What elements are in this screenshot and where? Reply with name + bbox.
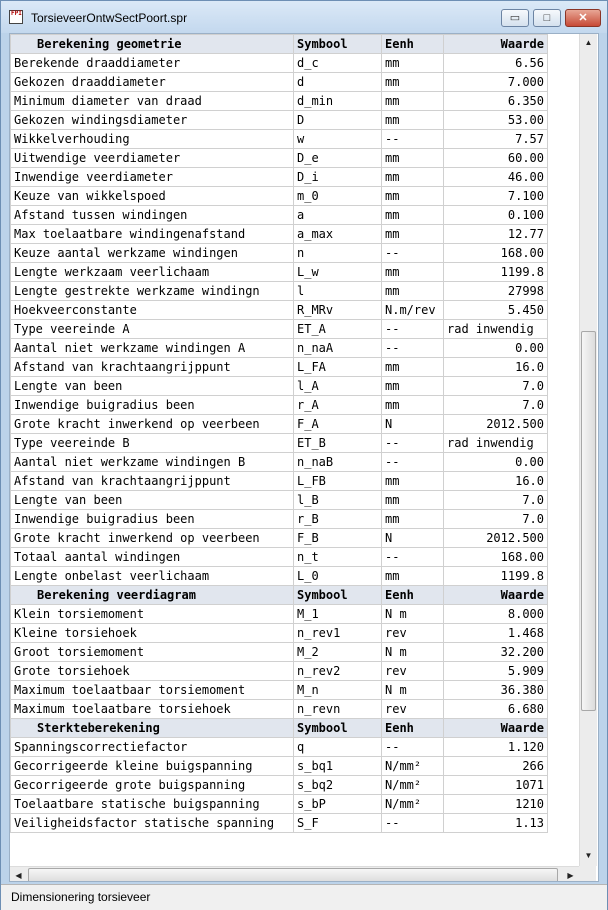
- value-cell[interactable]: rad inwendig: [444, 320, 548, 339]
- table-row: [11, 149, 548, 168]
- parameter-name-cell[interactable]: Inwendige veerdiameter: [11, 168, 294, 187]
- table-row: [11, 396, 548, 415]
- unit-cell[interactable]: mm: [382, 73, 444, 92]
- table-row: [11, 700, 548, 719]
- table-row: [11, 491, 548, 510]
- value-cell[interactable]: 1199.8: [444, 567, 548, 586]
- table-row: [11, 225, 548, 244]
- parameter-name-cell[interactable]: Grote kracht inwerkend op veerbeen: [11, 415, 294, 434]
- status-text: Dimensionering torsieveer: [11, 890, 151, 904]
- column-header-symbol[interactable]: Symbool: [294, 719, 382, 738]
- unit-cell[interactable]: N/mm²: [382, 757, 444, 776]
- column-header-unit[interactable]: Eenh: [382, 719, 444, 738]
- unit-cell[interactable]: mm: [382, 92, 444, 111]
- value-cell[interactable]: 32.200: [444, 643, 548, 662]
- unit-cell[interactable]: --: [382, 434, 444, 453]
- value-cell[interactable]: 0.00: [444, 453, 548, 472]
- value-cell[interactable]: 60.00: [444, 149, 548, 168]
- unit-cell[interactable]: rev: [382, 624, 444, 643]
- symbol-cell[interactable]: R_MRv: [294, 301, 382, 320]
- unit-cell[interactable]: --: [382, 548, 444, 567]
- value-cell[interactable]: 7.000: [444, 73, 548, 92]
- horizontal-scrollbar[interactable]: [10, 866, 579, 882]
- symbol-cell[interactable]: ET_B: [294, 434, 382, 453]
- table-row: [11, 339, 548, 358]
- value-cell[interactable]: 7.57: [444, 130, 548, 149]
- column-header-value[interactable]: Waarde: [444, 719, 548, 738]
- table-row: [11, 795, 548, 814]
- value-cell[interactable]: rad inwendig: [444, 434, 548, 453]
- parameter-name-cell[interactable]: Type veereinde A: [11, 320, 294, 339]
- parameter-name-cell[interactable]: Gecorrigeerde grote buigspanning: [11, 776, 294, 795]
- value-cell[interactable]: 27998: [444, 282, 548, 301]
- parameter-name-cell[interactable]: Lengte van been: [11, 491, 294, 510]
- table-row: [11, 814, 548, 833]
- parameter-name-cell[interactable]: Keuze aantal werkzame windingen: [11, 244, 294, 263]
- section-header-row: [11, 35, 548, 54]
- vertical-scrollbar[interactable]: [579, 34, 597, 866]
- section-title[interactable]: Berekening geometrie: [11, 35, 294, 54]
- symbol-cell[interactable]: a_max: [294, 225, 382, 244]
- unit-cell[interactable]: mm: [382, 206, 444, 225]
- table-row: [11, 282, 548, 301]
- value-cell[interactable]: 0.100: [444, 206, 548, 225]
- window-title: TorsieveerOntwSectPoort.spr: [31, 11, 188, 25]
- parameter-name-cell[interactable]: Lengte onbelast veerlichaam: [11, 567, 294, 586]
- parameter-name-cell[interactable]: Totaal aantal windingen: [11, 548, 294, 567]
- table-row: [11, 92, 548, 111]
- table-row: [11, 111, 548, 130]
- parameter-name-cell[interactable]: Aantal niet werkzame windingen A: [11, 339, 294, 358]
- parameter-name-cell[interactable]: Minimum diameter van draad: [11, 92, 294, 111]
- symbol-cell[interactable]: ET_A: [294, 320, 382, 339]
- column-header-value[interactable]: Waarde: [444, 586, 548, 605]
- table-row: [11, 624, 548, 643]
- unit-cell[interactable]: --: [382, 738, 444, 757]
- value-cell[interactable]: 168.00: [444, 244, 548, 263]
- maximize-button[interactable]: □: [533, 9, 561, 27]
- parameter-name-cell[interactable]: Berekende draaddiameter: [11, 54, 294, 73]
- parameter-name-cell[interactable]: Hoekveerconstante: [11, 301, 294, 320]
- parameter-name-cell[interactable]: Groot torsiemoment: [11, 643, 294, 662]
- table-row: [11, 415, 548, 434]
- scroll-up-arrow-icon[interactable]: ▲: [584, 38, 593, 47]
- symbol-cell[interactable]: n_revn: [294, 700, 382, 719]
- symbol-cell[interactable]: w: [294, 130, 382, 149]
- parameter-name-cell[interactable]: Inwendige buigradius been: [11, 396, 294, 415]
- unit-cell[interactable]: mm: [382, 472, 444, 491]
- value-cell[interactable]: 1.120: [444, 738, 548, 757]
- value-cell[interactable]: 1199.8: [444, 263, 548, 282]
- value-cell[interactable]: 1071: [444, 776, 548, 795]
- symbol-cell[interactable]: L_0: [294, 567, 382, 586]
- scroll-right-arrow-icon[interactable]: ▶: [567, 871, 574, 880]
- parameter-name-cell[interactable]: Veiligheidsfactor statische spanning: [11, 814, 294, 833]
- symbol-cell[interactable]: n_naB: [294, 453, 382, 472]
- unit-cell[interactable]: mm: [382, 510, 444, 529]
- unit-cell[interactable]: mm: [382, 491, 444, 510]
- horizontal-scroll-thumb[interactable]: [28, 868, 558, 882]
- section-header-row: [11, 586, 548, 605]
- unit-cell[interactable]: mm: [382, 282, 444, 301]
- parameter-name-cell[interactable]: Toelaatbare statische buigspanning: [11, 795, 294, 814]
- symbol-cell[interactable]: D_i: [294, 168, 382, 187]
- scrollbar-corner: [579, 866, 596, 882]
- column-header-symbol[interactable]: Symbool: [294, 35, 382, 54]
- table-row: [11, 776, 548, 795]
- table-row: [11, 548, 548, 567]
- vertical-scroll-thumb[interactable]: [581, 331, 596, 711]
- parameter-name-cell[interactable]: Lengte werkzaam veerlichaam: [11, 263, 294, 282]
- table-row: [11, 757, 548, 776]
- symbol-cell[interactable]: n: [294, 244, 382, 263]
- value-cell[interactable]: 6.680: [444, 700, 548, 719]
- parameter-name-cell[interactable]: Afstand tussen windingen: [11, 206, 294, 225]
- unit-cell[interactable]: mm: [382, 377, 444, 396]
- symbol-cell[interactable]: D_e: [294, 149, 382, 168]
- parameter-name-cell[interactable]: Grote torsiehoek: [11, 662, 294, 681]
- unit-cell[interactable]: --: [382, 320, 444, 339]
- calculation-table: [10, 34, 548, 833]
- unit-cell[interactable]: N: [382, 529, 444, 548]
- unit-cell[interactable]: N m: [382, 681, 444, 700]
- value-cell[interactable]: 6.350: [444, 92, 548, 111]
- symbol-cell[interactable]: r_B: [294, 510, 382, 529]
- table-row: [11, 301, 548, 320]
- unit-cell[interactable]: mm: [382, 168, 444, 187]
- table-row: [11, 510, 548, 529]
- unit-cell[interactable]: rev: [382, 700, 444, 719]
- table-row: [11, 605, 548, 624]
- symbol-cell[interactable]: m_0: [294, 187, 382, 206]
- value-cell[interactable]: 1.13: [444, 814, 548, 833]
- unit-cell[interactable]: N m: [382, 605, 444, 624]
- symbol-cell[interactable]: a: [294, 206, 382, 225]
- unit-cell[interactable]: N.m/rev: [382, 301, 444, 320]
- parameter-name-cell[interactable]: Max toelaatbare windingenafstand: [11, 225, 294, 244]
- unit-cell[interactable]: rev: [382, 662, 444, 681]
- section-title[interactable]: Berekening veerdiagram: [11, 586, 294, 605]
- table-row: [11, 567, 548, 586]
- column-header-value[interactable]: Waarde: [444, 35, 548, 54]
- symbol-cell[interactable]: s_bq2: [294, 776, 382, 795]
- minimize-button[interactable]: ▭: [501, 9, 529, 27]
- unit-cell[interactable]: N m: [382, 643, 444, 662]
- symbol-cell[interactable]: r_A: [294, 396, 382, 415]
- value-cell[interactable]: 7.100: [444, 187, 548, 206]
- table-row: [11, 358, 548, 377]
- value-cell[interactable]: 46.00: [444, 168, 548, 187]
- symbol-cell[interactable]: M_n: [294, 681, 382, 700]
- table-row: [11, 434, 548, 453]
- unit-cell[interactable]: mm: [382, 567, 444, 586]
- symbol-cell[interactable]: s_bq1: [294, 757, 382, 776]
- value-cell[interactable]: 1.468: [444, 624, 548, 643]
- value-cell[interactable]: 16.0: [444, 472, 548, 491]
- column-header-symbol[interactable]: Symbool: [294, 586, 382, 605]
- table-row: [11, 73, 548, 92]
- parameter-name-cell[interactable]: Maximum toelaatbaar torsiemoment: [11, 681, 294, 700]
- table-row: [11, 377, 548, 396]
- parameter-name-cell[interactable]: Gekozen draaddiameter: [11, 73, 294, 92]
- symbol-cell[interactable]: d_c: [294, 54, 382, 73]
- table-row: [11, 320, 548, 339]
- table-row: [11, 662, 548, 681]
- table-row: [11, 130, 548, 149]
- parameter-name-cell[interactable]: Maximum toelaatbare torsiehoek: [11, 700, 294, 719]
- value-cell[interactable]: 12.77: [444, 225, 548, 244]
- value-cell[interactable]: 8.000: [444, 605, 548, 624]
- unit-cell[interactable]: --: [382, 244, 444, 263]
- table-row: [11, 738, 548, 757]
- unit-cell[interactable]: mm: [382, 54, 444, 73]
- parameter-name-cell[interactable]: Uitwendige veerdiameter: [11, 149, 294, 168]
- value-cell[interactable]: 5.450: [444, 301, 548, 320]
- symbol-cell[interactable]: s_bP: [294, 795, 382, 814]
- symbol-cell[interactable]: d: [294, 73, 382, 92]
- column-header-unit[interactable]: Eenh: [382, 35, 444, 54]
- value-cell[interactable]: 1210: [444, 795, 548, 814]
- unit-cell[interactable]: --: [382, 453, 444, 472]
- parameter-name-cell[interactable]: Spanningscorrectiefactor: [11, 738, 294, 757]
- app-icon[interactable]: FPI: [9, 10, 23, 24]
- section-title[interactable]: Sterkteberekening: [11, 719, 294, 738]
- symbol-cell[interactable]: D: [294, 111, 382, 130]
- value-cell[interactable]: 7.0: [444, 491, 548, 510]
- unit-cell[interactable]: N: [382, 415, 444, 434]
- value-cell[interactable]: 7.0: [444, 510, 548, 529]
- unit-cell[interactable]: --: [382, 814, 444, 833]
- parameter-name-cell[interactable]: Wikkelverhouding: [11, 130, 294, 149]
- unit-cell[interactable]: N/mm²: [382, 795, 444, 814]
- table-row: [11, 472, 548, 491]
- table-row: [11, 244, 548, 263]
- value-cell[interactable]: 7.0: [444, 396, 548, 415]
- unit-cell[interactable]: --: [382, 339, 444, 358]
- value-cell[interactable]: 2012.500: [444, 415, 548, 434]
- unit-cell[interactable]: mm: [382, 111, 444, 130]
- title-bar[interactable]: [1, 1, 607, 33]
- parameter-name-cell[interactable]: Kleine torsiehoek: [11, 624, 294, 643]
- unit-cell[interactable]: --: [382, 130, 444, 149]
- parameter-name-cell[interactable]: Keuze van wikkelspoed: [11, 187, 294, 206]
- value-cell[interactable]: 168.00: [444, 548, 548, 567]
- status-bar: [1, 884, 607, 910]
- unit-cell[interactable]: mm: [382, 396, 444, 415]
- symbol-cell[interactable]: L_w: [294, 263, 382, 282]
- spreadsheet-area: [9, 33, 599, 882]
- value-cell[interactable]: 53.00: [444, 111, 548, 130]
- symbol-cell[interactable]: L_FA: [294, 358, 382, 377]
- symbol-cell[interactable]: n_rev1: [294, 624, 382, 643]
- unit-cell[interactable]: mm: [382, 225, 444, 244]
- parameter-name-cell[interactable]: Gekozen windingsdiameter: [11, 111, 294, 130]
- value-cell[interactable]: 7.0: [444, 377, 548, 396]
- symbol-cell[interactable]: n_t: [294, 548, 382, 567]
- symbol-cell[interactable]: M_2: [294, 643, 382, 662]
- close-button[interactable]: ✕: [565, 9, 601, 27]
- symbol-cell[interactable]: F_A: [294, 415, 382, 434]
- symbol-cell[interactable]: S_F: [294, 814, 382, 833]
- parameter-name-cell[interactable]: Afstand van krachtaangrijppunt: [11, 358, 294, 377]
- parameter-name-cell[interactable]: Lengte van been: [11, 377, 294, 396]
- scroll-left-arrow-icon[interactable]: ◀: [15, 871, 22, 880]
- unit-cell[interactable]: N/mm²: [382, 776, 444, 795]
- parameter-name-cell[interactable]: Type veereinde B: [11, 434, 294, 453]
- unit-cell[interactable]: mm: [382, 149, 444, 168]
- symbol-cell[interactable]: F_B: [294, 529, 382, 548]
- symbol-cell[interactable]: L_FB: [294, 472, 382, 491]
- parameter-name-cell[interactable]: Grote kracht inwerkend op veerbeen: [11, 529, 294, 548]
- parameter-name-cell[interactable]: Klein torsiemoment: [11, 605, 294, 624]
- table-row: [11, 187, 548, 206]
- scroll-down-arrow-icon[interactable]: ▼: [584, 851, 593, 860]
- value-cell[interactable]: 2012.500: [444, 529, 548, 548]
- value-cell[interactable]: 36.380: [444, 681, 548, 700]
- value-cell[interactable]: 0.00: [444, 339, 548, 358]
- table-row: [11, 54, 548, 73]
- symbol-cell[interactable]: l: [294, 282, 382, 301]
- parameter-name-cell[interactable]: Lengte gestrekte werkzame windingn: [11, 282, 294, 301]
- unit-cell[interactable]: mm: [382, 358, 444, 377]
- symbol-cell[interactable]: l_A: [294, 377, 382, 396]
- value-cell[interactable]: 5.909: [444, 662, 548, 681]
- parameter-name-cell[interactable]: Inwendige buigradius been: [11, 510, 294, 529]
- table-row: [11, 681, 548, 700]
- table-row: [11, 453, 548, 472]
- parameter-name-cell[interactable]: Gecorrigeerde kleine buigspanning: [11, 757, 294, 776]
- parameter-name-cell[interactable]: Aantal niet werkzame windingen B: [11, 453, 294, 472]
- symbol-cell[interactable]: q: [294, 738, 382, 757]
- value-cell[interactable]: 6.56: [444, 54, 548, 73]
- symbol-cell[interactable]: M_1: [294, 605, 382, 624]
- value-cell[interactable]: 16.0: [444, 358, 548, 377]
- table-row: [11, 168, 548, 187]
- parameter-name-cell[interactable]: Afstand van krachtaangrijppunt: [11, 472, 294, 491]
- symbol-cell[interactable]: d_min: [294, 92, 382, 111]
- value-cell[interactable]: 266: [444, 757, 548, 776]
- symbol-cell[interactable]: l_B: [294, 491, 382, 510]
- symbol-cell[interactable]: n_rev2: [294, 662, 382, 681]
- symbol-cell[interactable]: n_naA: [294, 339, 382, 358]
- column-header-unit[interactable]: Eenh: [382, 586, 444, 605]
- unit-cell[interactable]: mm: [382, 263, 444, 282]
- unit-cell[interactable]: mm: [382, 187, 444, 206]
- table-row: [11, 529, 548, 548]
- table-row: [11, 206, 548, 225]
- table-row: [11, 643, 548, 662]
- section-header-row: [11, 719, 548, 738]
- table-row: [11, 263, 548, 282]
